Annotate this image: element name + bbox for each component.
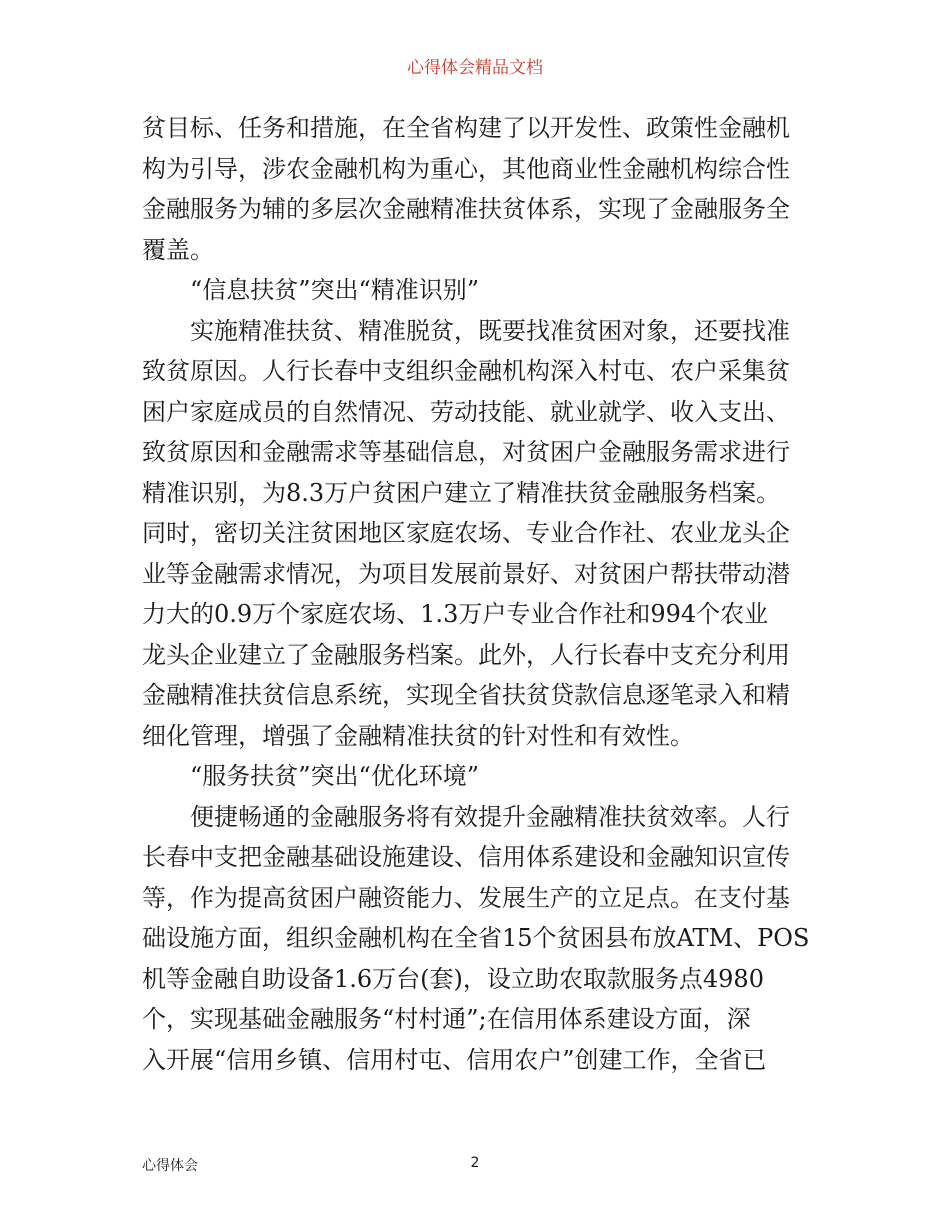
body-line: 金融服务为辅的多层次金融精准扶贫体系，实现了金融服务全: [142, 195, 790, 223]
document-body: [142, 108, 810, 1080]
body-line: 困户家庭成员的自然情况、劳动技能、就业就学、收入支出、: [142, 397, 790, 426]
body-line: 入开展“信用乡镇、信用村屯、信用农户”创建工作，全省已: [142, 1045, 767, 1074]
section-heading-information: “信息扶贫”突出“精准识别”: [190, 276, 480, 304]
body-line: 长春中支把金融基础设施建设、信用体系建设和金融知识宣传: [142, 843, 790, 871]
body-line: 贫目标、任务和措施，在全省构建了以开发性、政策性金融机: [142, 114, 790, 142]
body-line: 细化管理，增强了金融精准扶贫的针对性和有效性。: [142, 721, 694, 750]
body-line: 便捷畅通的金融服务将有效提升金融精准扶贫效率。人行: [190, 802, 790, 831]
body-line: 础设施方面，组织金融机构在全省15个贫困县布放ATM、POS: [142, 924, 810, 952]
body-line: 实施精准扶贫、精准脱贫，既要找准贫困对象，还要找准: [190, 316, 790, 345]
body-line: 精准识别，为8.3万户贫困户建立了精准扶贫金融服务档案。: [142, 478, 781, 507]
section-heading-service: “服务扶贫”突出“优化环境”: [190, 762, 480, 790]
body-line: 力大的0.9万个家庭农场、1.3万户专业合作社和994个农业: [142, 600, 769, 628]
body-line: 个，实现基础金融服务“村村通”;在信用体系建设方面，深: [142, 1005, 751, 1033]
page-number: 2: [470, 1155, 480, 1171]
body-line: 同时，密切关注贫困地区家庭农场、专业合作社、农业龙头企: [142, 519, 790, 547]
body-line: 覆盖。: [142, 235, 214, 264]
body-line: 致贫原因和金融需求等基础信息，对贫困户金融服务需求进行: [142, 438, 790, 466]
body-line: 机等金融自助设备1.6万台(套)，设立助农取款服务点4980: [142, 964, 764, 993]
body-line: 龙头企业建立了金融服务档案。此外，人行长春中支充分利用: [142, 640, 790, 669]
page-footer: [0, 1155, 950, 1179]
footer-label: 心得体会: [142, 1158, 198, 1174]
body-line: 等，作为提高贫困户融资能力、发展生产的立足点。在支付基: [142, 883, 790, 912]
body-line: 致贫原因。人行长春中支组织金融机构深入村屯、农户采集贫: [142, 357, 790, 385]
body-line: 金融精准扶贫信息系统，实现全省扶贫贷款信息逐笔录入和精: [142, 681, 790, 709]
body-line: 业等金融需求情况，为项目发展前景好、对贫困户帮扶带动潜: [142, 559, 790, 588]
body-line: 构为引导，涉农金融机构为重心，其他商业性金融机构综合性: [142, 154, 790, 183]
page-header-title: 心得体会精品文档: [407, 58, 543, 78]
